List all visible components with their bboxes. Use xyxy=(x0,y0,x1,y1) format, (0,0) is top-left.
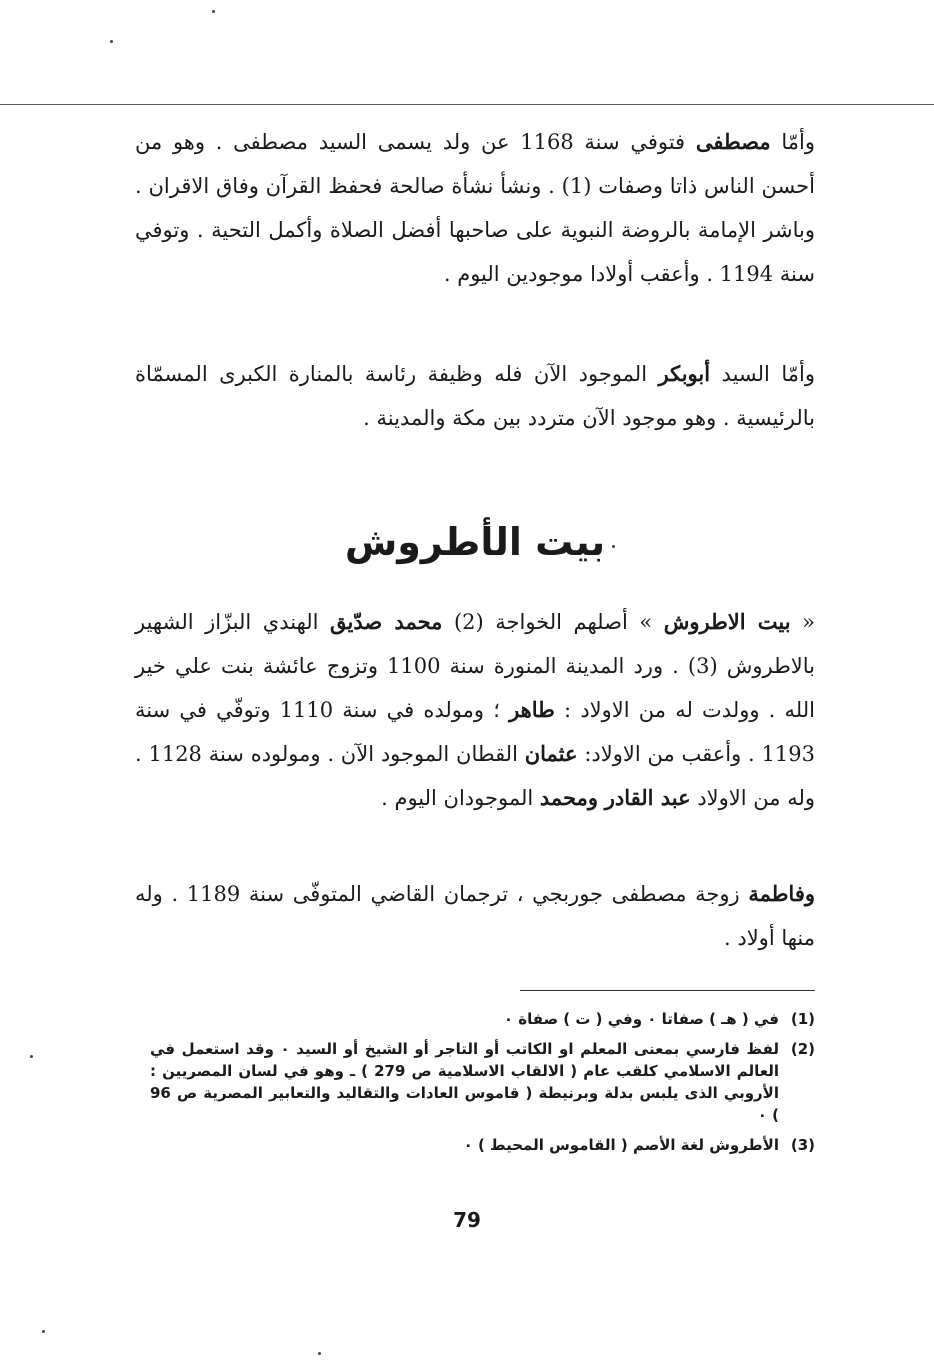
scan-speck xyxy=(612,545,615,548)
footnote-text: لفظ فارسي بمعنى المعلم او الكاتب أو التاجر أو الشيخ أو السيد ٠ وقد استعمل في العالم الاسلامي كلقب عام ( الالقاب الاسلامية ص 279 ) ـ وهو في لسان المصريين : الأروبي الذى يلبس بدلة وبرنيطة ( قاموس العادات والتقاليد والتعابير المصرية ص 96 ) ٠ xyxy=(150,1040,780,1124)
footnote-text: في ( هـ ) صفاتا ٠ وفي ( ت ) صفاة ٠ xyxy=(503,1010,779,1028)
paragraph-fatima xyxy=(135,872,815,960)
name-mustafa: مصطفى xyxy=(695,129,771,154)
name-tahir: طاهر xyxy=(509,697,555,722)
scan-speck xyxy=(110,40,113,43)
paragraph-text: « بيت الاطروش » أصلهم الخواجة (2) محمد صدّيق الهندي البزّاز الشهير بالاطروش (3) . ورد المدينة المنورة سنة 1100 وتزوج عائشة بنت علي خير الله . وولدت له من الاولاد : طاهر ؛ ومولده في سنة 1110 وتوفّي في سنة 1193 . وأعقب من الاولاد: عثمان القطان الموجود الآن . ومولوده سنة 1128 . وله من الاولاد عبد القادر ومحمد الموجودان اليوم . xyxy=(135,609,816,810)
footnotes xyxy=(150,1008,815,1164)
paragraph-text: وأمّا السيد أبوبكر الموجود الآن فله وظيفة رئاسة بالمنارة الكبرى المسمّاة بالرئيسية . وهو موجود الآن متردد بين مكة والمدينة . xyxy=(135,361,815,430)
paragraph-text: وفاطمة زوجة مصطفى جوربجي ، ترجمان القاضي المتوفّى سنة 1189 . وله منها أولاد . xyxy=(135,881,816,950)
scan-speck xyxy=(30,1055,33,1058)
scan-speck xyxy=(318,1352,321,1355)
footnote-item xyxy=(150,1008,815,1030)
footnote-item xyxy=(150,1134,815,1156)
name-fatima: وفاطمة xyxy=(748,881,816,906)
paragraph-mustafa xyxy=(135,120,815,296)
footnote-number: (2) xyxy=(790,1040,815,1058)
paragraph-text: وأمّا مصطفى فتوفي سنة 1168 عن ولد يسمى السيد مصطفى . وهو من أحسن الناس ذاتا وصفات (1) . ونشأ نشأة صالحة فحفظ القرآن وفاق الاقران . وباشر الإمامة بالروضة النبوية على صاحبها أفضل الصلاة وأكمل التحية . وتوفي سنة 1194 . وأعقب أولادا موجودين اليوم . xyxy=(135,129,816,286)
name-bayt-atrush: بيت الاطروش xyxy=(663,609,791,634)
footnote-number: (3) xyxy=(790,1136,815,1154)
page-number: 79 xyxy=(453,1208,481,1232)
paragraph-atrush-family xyxy=(135,600,815,820)
footnote-text: الأطروش لغة الأصم ( القاموس المحيط ) ٠ xyxy=(463,1136,779,1154)
scan-speck xyxy=(42,1330,45,1333)
scan-speck xyxy=(212,10,215,13)
paragraph-abubakr xyxy=(135,352,815,440)
name-muhammad: ومحمد xyxy=(539,785,599,810)
footnote-number: (1) xyxy=(790,1010,815,1028)
name-abdulqadir: عبد القادر xyxy=(604,785,691,810)
footnote-divider xyxy=(520,990,815,991)
name-uthman: عثمان xyxy=(524,741,578,766)
footnote-item xyxy=(150,1038,815,1126)
name-muhammad-siddiq: محمد صدّيق xyxy=(330,609,443,634)
section-heading: بيت الأطروش xyxy=(344,520,606,564)
name-abubakr: أبوبكر xyxy=(658,361,711,386)
scan-artifact-line xyxy=(0,104,934,105)
